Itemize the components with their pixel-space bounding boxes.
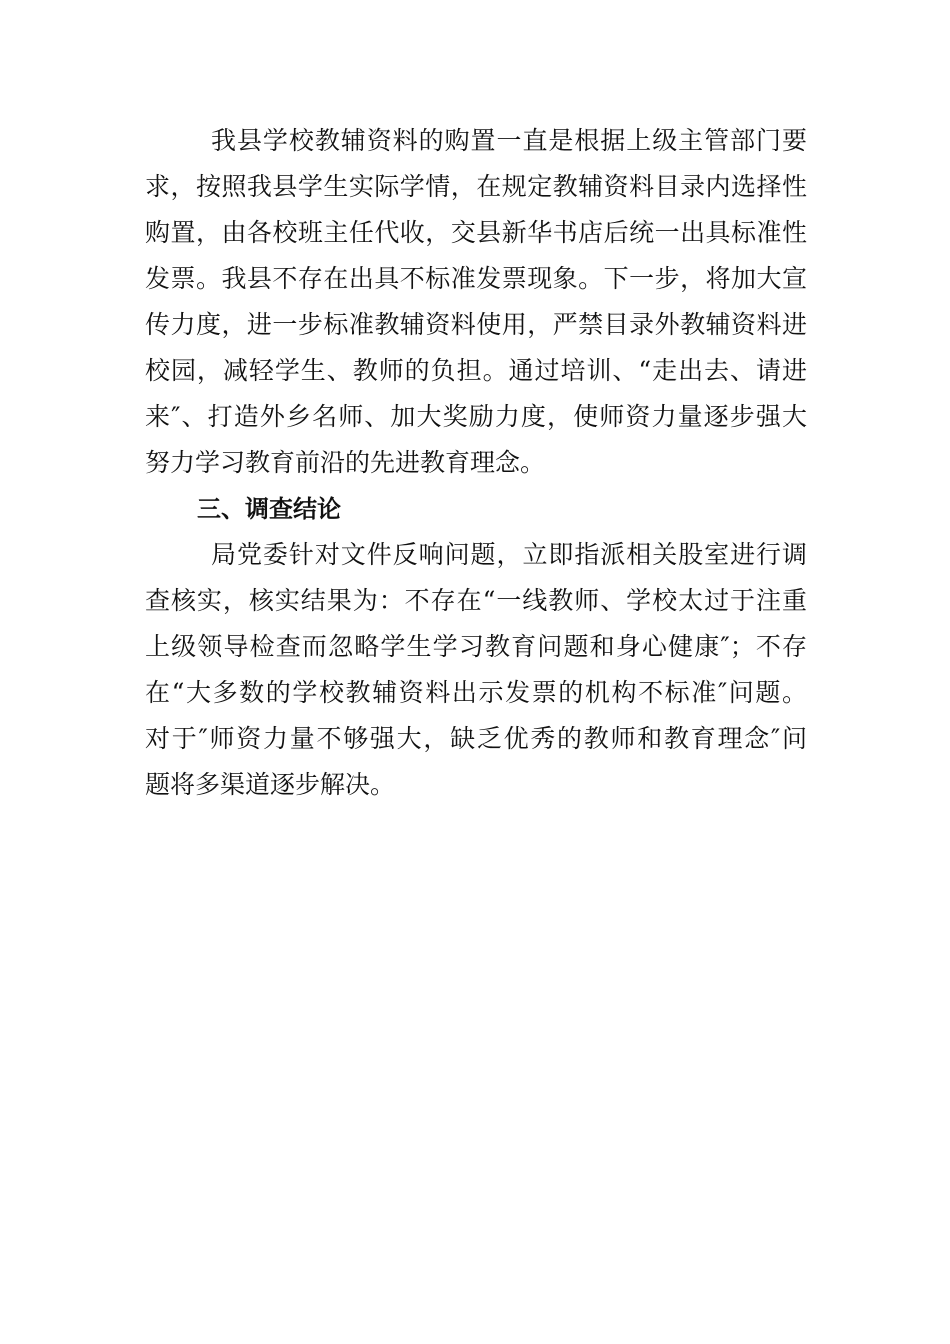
paragraph-line: 传力度，进一步标准教辅资料使用，严禁目录外教辅资料进 (145, 310, 807, 339)
paragraph-line: 在“大多数的学校教辅资料出示发票的机构不标准″问题。 (145, 678, 807, 707)
paragraph-conclusion (145, 532, 807, 808)
paragraph-purchasing (145, 118, 807, 486)
paragraph-line: 对于″师资力量不够强大，缺乏优秀的教师和教育理念″问 (145, 724, 807, 753)
paragraph-line: 发票。我县不存在出具不标准发票现象。下一步，将加大宣 (145, 264, 807, 293)
paragraph-line: 我县学校教辅资料的购置一直是根据上级主管部门要 (211, 126, 807, 155)
paragraph-line: 校园，减轻学生、教师的负担。通过培训、“走出去、请进 (145, 356, 807, 385)
document-body (145, 118, 807, 808)
paragraph-line: 上级领导检查而忽略学生学习教育问题和身心健康″；不存 (145, 632, 807, 661)
paragraph-line: 局党委针对文件反响问题，立即指派相关股室进行调 (211, 540, 807, 569)
paragraph-line: 题将多渠道逐步解决。 (145, 770, 396, 799)
paragraph-line: 查核实，核实结果为：不存在“一线教师、学校太过于注重 (145, 586, 807, 615)
paragraph-line: 来″、打造外乡名师、加大奖励力度，使师资力量逐步强大 (145, 402, 807, 431)
paragraph-line: 努力学习教育前沿的先进教育理念。 (145, 448, 546, 477)
paragraph-line: 购置，由各校班主任代收，交县新华书店后统一出具标准性 (145, 218, 807, 247)
paragraph-line: 求，按照我县学生实际学情，在规定教辅资料目录内选择性 (145, 172, 807, 201)
section-heading: 三、调查结论 (197, 495, 341, 523)
